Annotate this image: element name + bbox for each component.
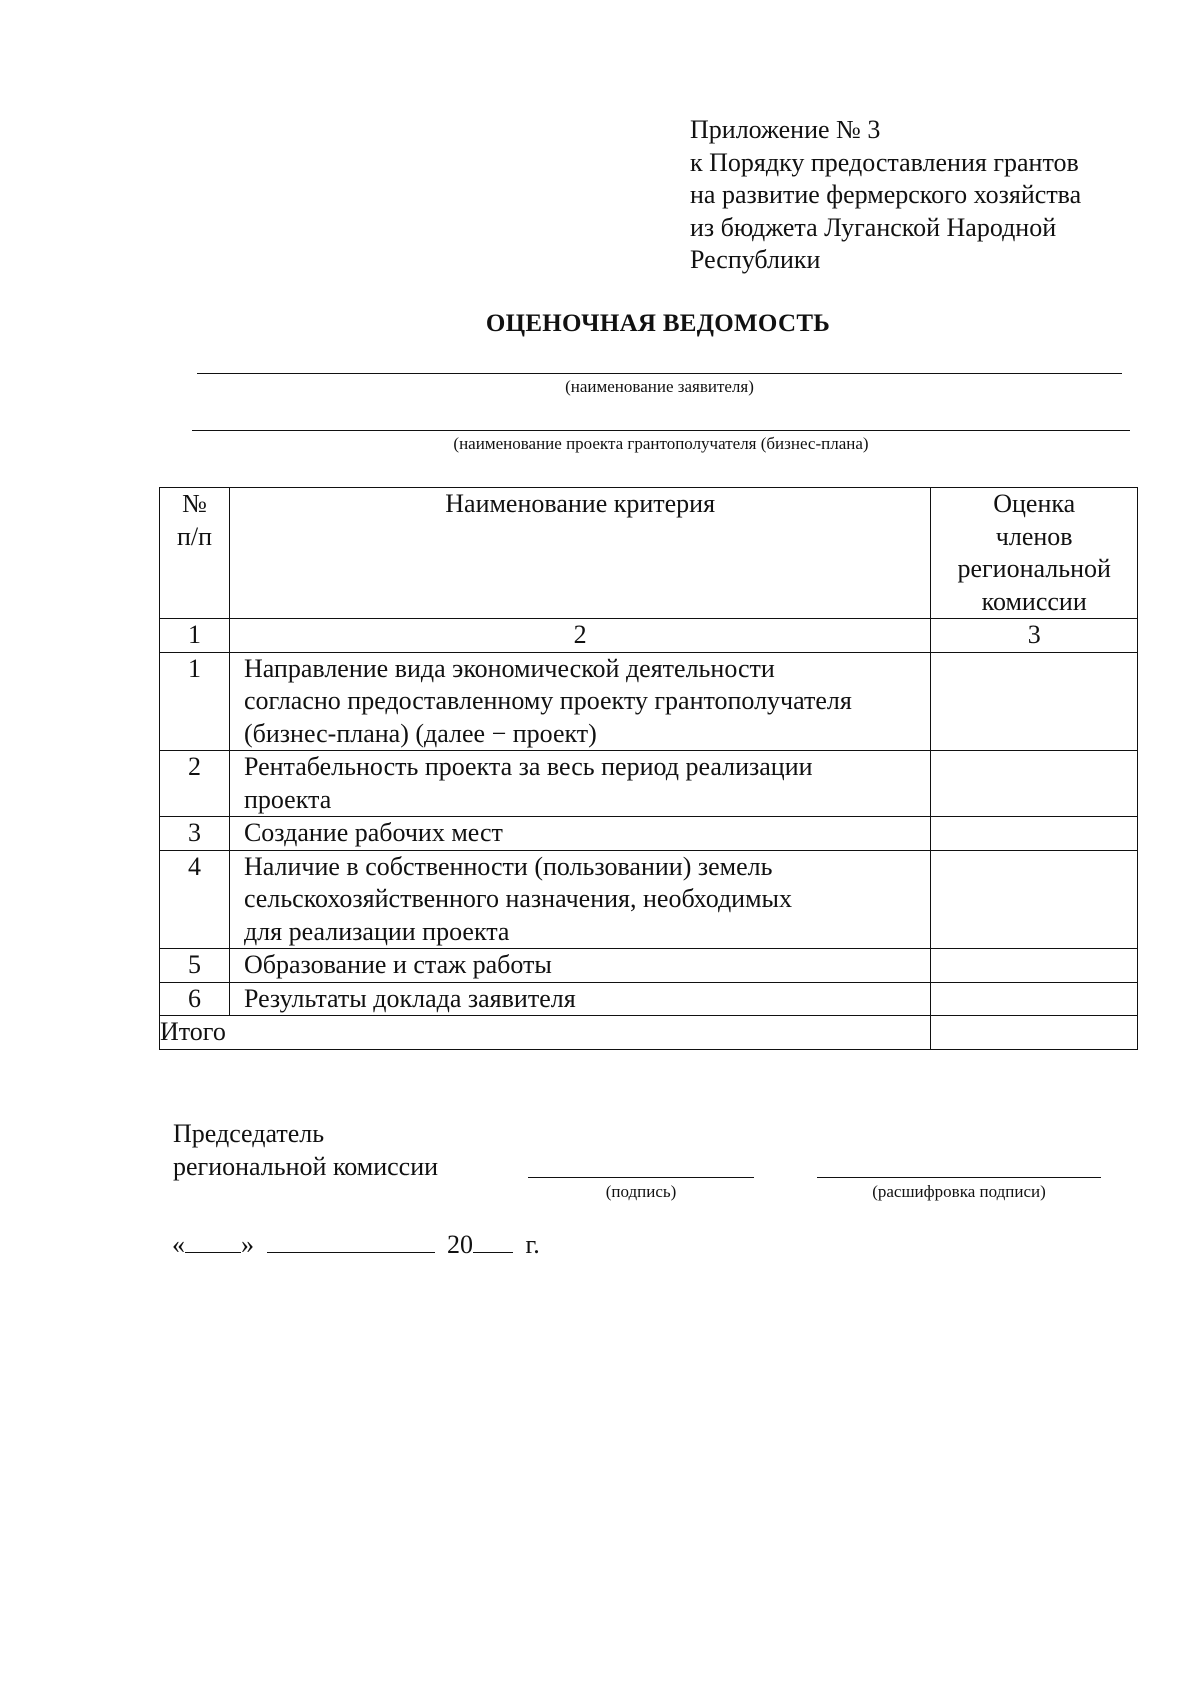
row-criterion: Рентабельность проекта за весь период реализации проекта bbox=[229, 751, 930, 817]
applicant-caption: (наименование заявителя) bbox=[565, 377, 754, 396]
header-name-label: Наименование критерия bbox=[445, 489, 716, 518]
total-row bbox=[160, 1016, 1138, 1050]
column-index: 3 bbox=[931, 619, 1138, 653]
header-name bbox=[229, 488, 930, 619]
project-fill-line bbox=[192, 430, 1130, 431]
project-caption: (наименование проекта грантополучателя (бизнес-плана) bbox=[453, 434, 869, 453]
annex-block bbox=[690, 114, 1160, 277]
annex-line: к Порядку предоставления грантов bbox=[690, 147, 1079, 177]
date-open-quote: « bbox=[172, 1230, 185, 1259]
header-score bbox=[931, 488, 1138, 619]
date-close-quote: » bbox=[241, 1230, 254, 1259]
date-year-blank[interactable] bbox=[473, 1230, 513, 1253]
row-num: 4 bbox=[160, 850, 230, 949]
annex-line: из бюджета Луганской Народной bbox=[690, 212, 1057, 242]
signature-caption: (подпись) bbox=[605, 1182, 677, 1201]
chairman-label-line: региональной комиссии bbox=[173, 1152, 439, 1181]
table-row bbox=[160, 850, 1138, 949]
row-score-cell[interactable] bbox=[931, 817, 1138, 851]
row-criterion: Создание рабочих мест bbox=[229, 817, 930, 851]
header-num bbox=[160, 488, 230, 619]
table-header-row bbox=[160, 488, 1138, 619]
row-criterion: Образование и стаж работы bbox=[229, 949, 930, 983]
row-score-cell[interactable] bbox=[931, 850, 1138, 949]
row-score-cell[interactable] bbox=[931, 949, 1138, 983]
signature-decode-caption: (расшифровка подписи) bbox=[872, 1182, 1046, 1201]
header-score-label: Оценка членов региональной комиссии bbox=[957, 489, 1111, 616]
date-year-prefix: 20 bbox=[447, 1230, 473, 1259]
row-criterion: Результаты доклада заявителя bbox=[229, 982, 930, 1016]
table-row bbox=[160, 949, 1138, 983]
table-row bbox=[160, 982, 1138, 1016]
date-line bbox=[172, 1230, 540, 1260]
date-day-blank[interactable] bbox=[185, 1230, 241, 1253]
total-label: Итого bbox=[160, 1016, 931, 1050]
signature-decode-line[interactable] bbox=[817, 1177, 1101, 1178]
row-num: 6 bbox=[160, 982, 230, 1016]
chairman-label-line: Председатель bbox=[173, 1119, 325, 1148]
header-num-label: № п/п bbox=[176, 489, 212, 551]
annex-line: Республики bbox=[690, 245, 821, 274]
table-row bbox=[160, 652, 1138, 751]
date-year-suffix: г. bbox=[525, 1230, 540, 1259]
row-score-cell[interactable] bbox=[931, 652, 1138, 751]
row-score-cell[interactable] bbox=[931, 751, 1138, 817]
column-index: 2 bbox=[229, 619, 930, 653]
column-index-row bbox=[160, 619, 1138, 653]
date-month-blank[interactable] bbox=[267, 1230, 435, 1253]
row-num: 2 bbox=[160, 751, 230, 817]
column-index: 1 bbox=[160, 619, 230, 653]
row-num: 1 bbox=[160, 652, 230, 751]
row-num: 5 bbox=[160, 949, 230, 983]
table-row bbox=[160, 751, 1138, 817]
row-score-cell[interactable] bbox=[931, 982, 1138, 1016]
criteria-table bbox=[159, 487, 1138, 1050]
total-score-cell[interactable] bbox=[931, 1016, 1138, 1050]
applicant-fill-line bbox=[197, 373, 1122, 374]
annex-line: на развитие фермерского хозяйства bbox=[690, 180, 1082, 209]
row-num: 3 bbox=[160, 817, 230, 851]
row-criterion: Наличие в собственности (пользовании) земель сельскохозяйственного назначения, необходимых для реализации проекта bbox=[229, 850, 930, 949]
row-criterion: Направление вида экономической деятельности согласно предоставленному проекту грантополучателя (бизнес-плана) (далее − проект) bbox=[229, 652, 930, 751]
chairman-label bbox=[173, 1117, 438, 1183]
signature-line[interactable] bbox=[528, 1177, 754, 1178]
table-row bbox=[160, 817, 1138, 851]
document-title: ОЦЕНОЧНАЯ ВЕДОМОСТЬ bbox=[485, 310, 831, 337]
annex-line: Приложение № 3 bbox=[690, 115, 881, 144]
